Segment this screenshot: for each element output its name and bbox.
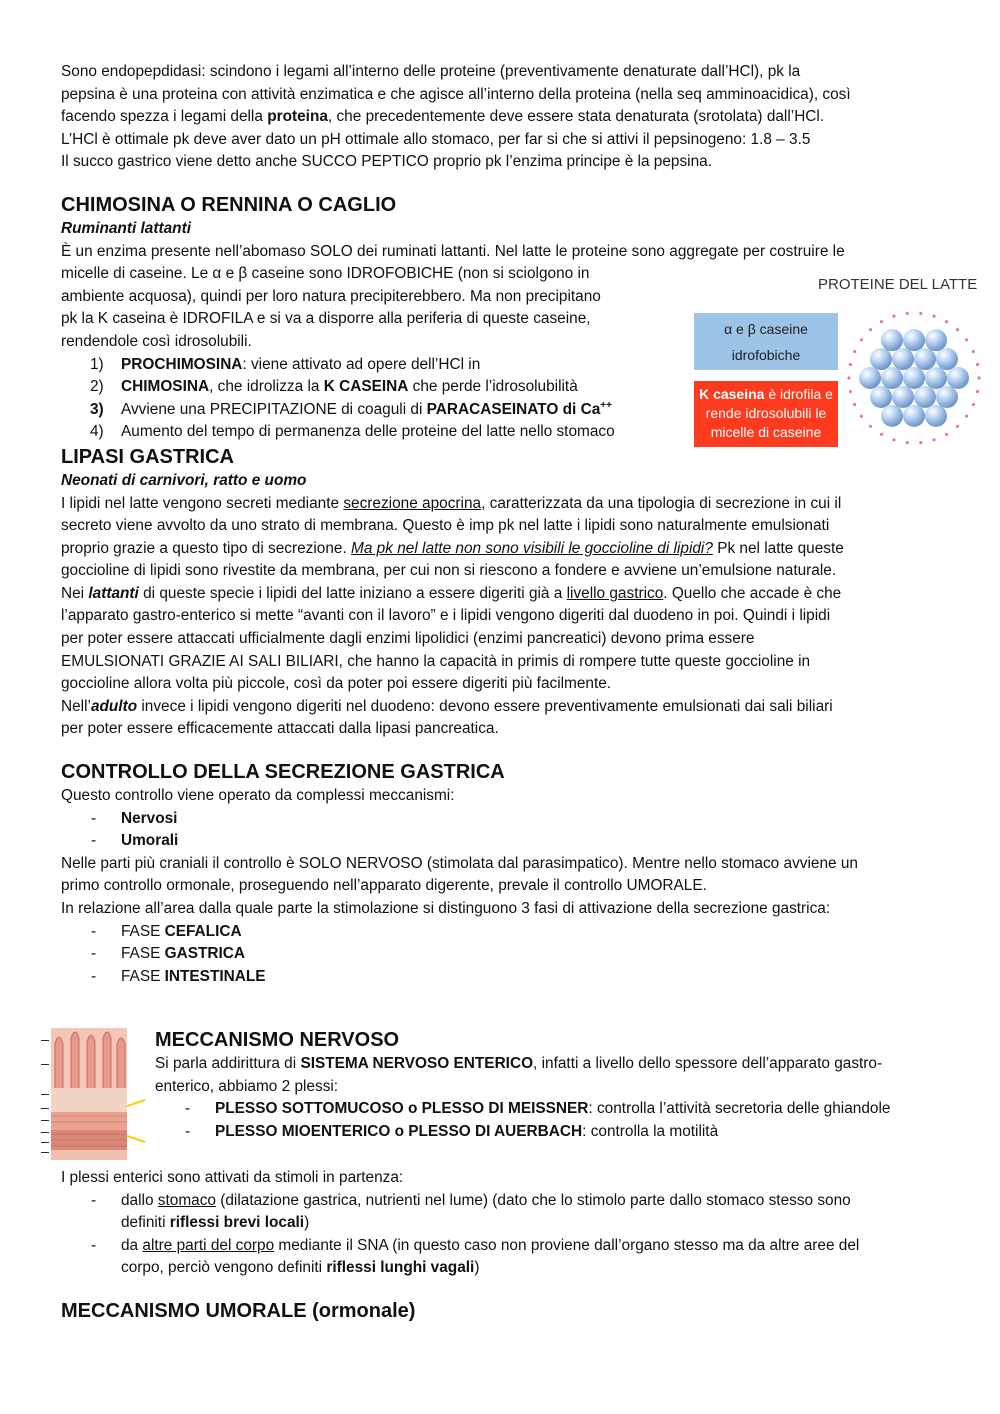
k-casein-dot bbox=[932, 438, 935, 441]
k-casein-dot bbox=[965, 338, 968, 341]
section-title-nervoso: MECCANISMO NERVOSO bbox=[155, 1029, 400, 1051]
step-item: 4) Aumento del tempo di permanenza delle proteine del latte nello stomaco bbox=[90, 423, 615, 441]
casein-sphere bbox=[859, 367, 881, 389]
list-item: - FASE INTESTINALE bbox=[121, 966, 941, 989]
casein-sphere bbox=[881, 405, 903, 427]
k-casein-dot bbox=[919, 312, 922, 315]
k-casein-dot bbox=[956, 328, 959, 331]
list-item: - FASE CEFALICA bbox=[121, 921, 941, 944]
casein-sphere bbox=[936, 386, 958, 408]
intro-line: L’HCl è ottimale pk deve aver dato un pH ottimale allo stomaco, per far si che si attivi il pepsinogeno: 1.8 – 3.5 bbox=[61, 130, 811, 148]
alpha-beta-casein-label: α e β caseine idrofobiche bbox=[694, 313, 838, 370]
k-casein-dot bbox=[945, 433, 948, 436]
paragraph-line: per poter essere attaccati ufficialmente dagli enzimi lipolidici (enzimi pancreatici) devono prima essere bbox=[61, 630, 755, 648]
k-casein-dot bbox=[880, 433, 883, 436]
mechanism-list bbox=[61, 808, 941, 853]
casein-sphere bbox=[925, 405, 947, 427]
paragraph-line: I lipidi nel latte vengono secreti mediante secrezione apocrina, caratterizzata da una tipologia di secrezione in cui il bbox=[61, 494, 842, 512]
section-subtitle: Ruminanti lattanti bbox=[61, 219, 191, 237]
milk-proteins-figure bbox=[694, 276, 984, 452]
casein-micelle-illustration bbox=[844, 306, 984, 450]
paragraph-line: ambiente acquosa), quindi per loro natura precipiterebbero. Ma non precipitano bbox=[61, 287, 601, 305]
casein-sphere bbox=[892, 386, 914, 408]
document-page bbox=[61, 61, 941, 988]
k-casein-dot bbox=[869, 328, 872, 331]
k-casein-dot bbox=[906, 312, 909, 315]
k-casein-dot bbox=[976, 390, 979, 393]
k-casein-dot bbox=[965, 415, 968, 418]
casein-sphere bbox=[914, 348, 936, 370]
paragraph-line: EMULSIONATI GRAZIE AI SALI BILIARI, che hanno la capacità in primis di rompere tutte queste goccioline in bbox=[61, 652, 811, 670]
paragraph-line: per poter essere efficacemente attaccati dalla lipasi pancreatica. bbox=[61, 720, 499, 738]
list-item: - Nervosi bbox=[121, 808, 941, 831]
k-casein-dot bbox=[847, 376, 850, 379]
list-item: - PLESSO MIOENTERICO o PLESSO DI AUERBACH: controlla la motilità bbox=[215, 1121, 945, 1144]
casein-sphere bbox=[903, 405, 925, 427]
k-casein-dot bbox=[932, 315, 935, 318]
casein-sphere bbox=[881, 329, 903, 351]
casein-sphere bbox=[925, 329, 947, 351]
intro-line: Sono endopepdidasi: scindono i legami all’interno delle proteine (preventivamente denaturate dall’HCl), pk la bbox=[61, 63, 801, 80]
phase-list bbox=[61, 921, 941, 989]
paragraph-line: pk la K caseina è IDROFILA e si va a disporre alla periferia di queste caseine, bbox=[61, 310, 591, 328]
intro-line: Il succo gastrico viene detto anche SUCCO PEPTICO proprio pk l’enzima principe è la pepsina. bbox=[61, 153, 712, 171]
gut-wall-illustration bbox=[41, 1024, 151, 1164]
section-title-chimosina: CHIMOSINA O RENNINA O CAGLIO bbox=[61, 193, 397, 216]
step-item: 1) PROCHIMOSINA: viene attivato ad opere dell’HCl in bbox=[90, 355, 481, 373]
paragraph-line: goccioline allora volta più piccole, così da poter poi essere digeriti più facilmente. bbox=[61, 675, 612, 693]
k-casein-dot bbox=[956, 425, 959, 428]
paragraph-line: In relazione all’area dalla quale parte la stimolazione si distinguono 3 fasi di attivazione della secrezione gastrica: bbox=[61, 900, 831, 917]
figure-title: PROTEINE DEL LATTE bbox=[818, 276, 978, 293]
list-item: - FASE GASTRICA bbox=[121, 943, 941, 966]
casein-sphere bbox=[903, 367, 925, 389]
k-casein-dot bbox=[849, 363, 852, 366]
k-casein-dot bbox=[853, 350, 856, 353]
k-casein-dot bbox=[860, 338, 863, 341]
plessi-list bbox=[155, 1098, 945, 1143]
paragraph-line: Questo controllo viene operato da complessi meccanismi: bbox=[61, 787, 455, 805]
k-casein-label: K caseina è idrofila e rende idrosolubili le micelle di caseine bbox=[694, 381, 838, 447]
k-casein-dot bbox=[977, 376, 980, 379]
casein-sphere bbox=[903, 329, 925, 351]
step-item: 2) CHIMOSINA, che idrolizza la K CASEINA che perde l’idrosolubilità bbox=[90, 378, 578, 396]
casein-sphere bbox=[881, 367, 903, 389]
paragraph-line: secreto viene avvolto da uno strato di membrana. Questo è imp pk nel latte i lipidi sono naturalmente emulsionati bbox=[61, 517, 830, 535]
intro-line: facendo spezza i legami della proteina, che precedentemente deve essere stata denaturata (srotolata) dall’HCl. bbox=[61, 108, 825, 126]
document-page-bottom bbox=[61, 1167, 941, 1324]
meccanismo-nervoso-section bbox=[155, 1027, 945, 1143]
k-casein-dot bbox=[853, 403, 856, 406]
paragraph-line: Nei lattanti di queste specie i lipidi del latte iniziano a essere digeriti già a livello gastrico. Quello che accade è che bbox=[61, 584, 842, 602]
k-casein-dot bbox=[972, 403, 975, 406]
k-casein-dot bbox=[880, 320, 883, 323]
stimuli-list bbox=[61, 1190, 941, 1280]
k-casein-dot bbox=[869, 425, 872, 428]
casein-sphere bbox=[914, 386, 936, 408]
list-item: - Umorali bbox=[121, 830, 941, 853]
paragraph-line: Nell’adulto invece i lipidi vengono digeriti nel duodeno: devono essere preventivamente emulsionati dai sali biliari bbox=[61, 697, 833, 715]
casein-sphere bbox=[870, 348, 892, 370]
k-casein-dot bbox=[892, 315, 895, 318]
paragraph-line: I plessi enterici sono attivati da stimoli in partenza: bbox=[61, 1169, 404, 1186]
paragraph-line: Si parla addirittura di SISTEMA NERVOSO ENTERICO, infatti a livello dello spessore dell’apparato gastro- bbox=[155, 1055, 883, 1072]
paragraph-line: l’apparato gastro-enterico si mette “avanti con il lavoro” e i lipidi vengono digeriti dal duodeno in poi. Quindi i lipidi bbox=[61, 607, 831, 625]
k-casein-dot bbox=[919, 441, 922, 444]
intro-line: pepsina è una proteina con attività enzimatica e che agisce all’interno della proteina (nella seq amminoacidica), così bbox=[61, 85, 851, 103]
k-casein-dot bbox=[972, 350, 975, 353]
casein-sphere bbox=[936, 348, 958, 370]
paragraph-line: rendendole così idrosolubili. bbox=[61, 332, 252, 350]
casein-sphere bbox=[892, 348, 914, 370]
section-title-controllo: CONTROLLO DELLA SECREZIONE GASTRICA bbox=[61, 761, 505, 784]
paragraph-line: proprio grazie a questo tipo di secrezione. Ma pk nel latte non sono visibili le goccioline di lipidi? Pk nel latte queste bbox=[61, 539, 844, 557]
k-casein-dot bbox=[849, 390, 852, 393]
paragraph-line: enterico, abbiamo 2 plessi: bbox=[155, 1077, 339, 1095]
list-item: - da altre parti del corpo mediante il SNA (in questo caso non proviene dall’organo stesso ma da altre aree del corpo, perciò vengono definiti riflessi lunghi vagali) bbox=[121, 1235, 941, 1280]
k-casein-dot bbox=[906, 441, 909, 444]
casein-sphere bbox=[947, 367, 969, 389]
section-title-lipasi: LIPASI GASTRICA bbox=[61, 445, 234, 468]
k-casein-dot bbox=[976, 363, 979, 366]
section-title-umorale: MECCANISMO UMORALE (ormonale) bbox=[61, 1299, 416, 1322]
list-item: - dallo stomaco (dilatazione gastrica, nutrienti nel lume) (dato che lo stimolo parte dallo stomaco stesso sono definiti riflessi brevi locali) bbox=[121, 1190, 941, 1235]
k-casein-dot bbox=[945, 320, 948, 323]
paragraph-line: micelle di caseine. Le α e β caseine sono IDROFOBICHE (non si sciolgono in bbox=[61, 265, 590, 283]
paragraph-line: È un enzima presente nell’abomaso SOLO dei ruminati lattanti. Nel latte le proteine sono aggregate per costruire le bbox=[61, 242, 845, 260]
casein-sphere bbox=[870, 386, 892, 408]
k-casein-dot bbox=[860, 415, 863, 418]
paragraph-line: Nelle parti più craniali il controllo è SOLO NERVOSO (stimolata dal parasimpatico). Mentre nello stomaco avviene un bbox=[61, 854, 858, 872]
paragraph-line: goccioline di lipidi sono rivestite da membrana, per cui non si riescono a fondere e avviene un’emulsione naturale. bbox=[61, 562, 837, 580]
k-casein-dot bbox=[892, 438, 895, 441]
list-item: - PLESSO SOTTOMUCOSO o PLESSO DI MEISSNER: controlla l’attività secretoria delle ghiandole bbox=[215, 1098, 945, 1121]
section-subtitle: Neonati di carnivori, ratto e uomo bbox=[61, 471, 307, 489]
step-item: 3) Avviene una PRECIPITAZIONE di coaguli di PARACASEINATO di Ca++ bbox=[90, 399, 612, 418]
casein-sphere bbox=[925, 367, 947, 389]
paragraph-line: primo controllo ormonale, proseguendo nell’apparato digerente, prevale il controllo UMORALE. bbox=[61, 877, 707, 895]
